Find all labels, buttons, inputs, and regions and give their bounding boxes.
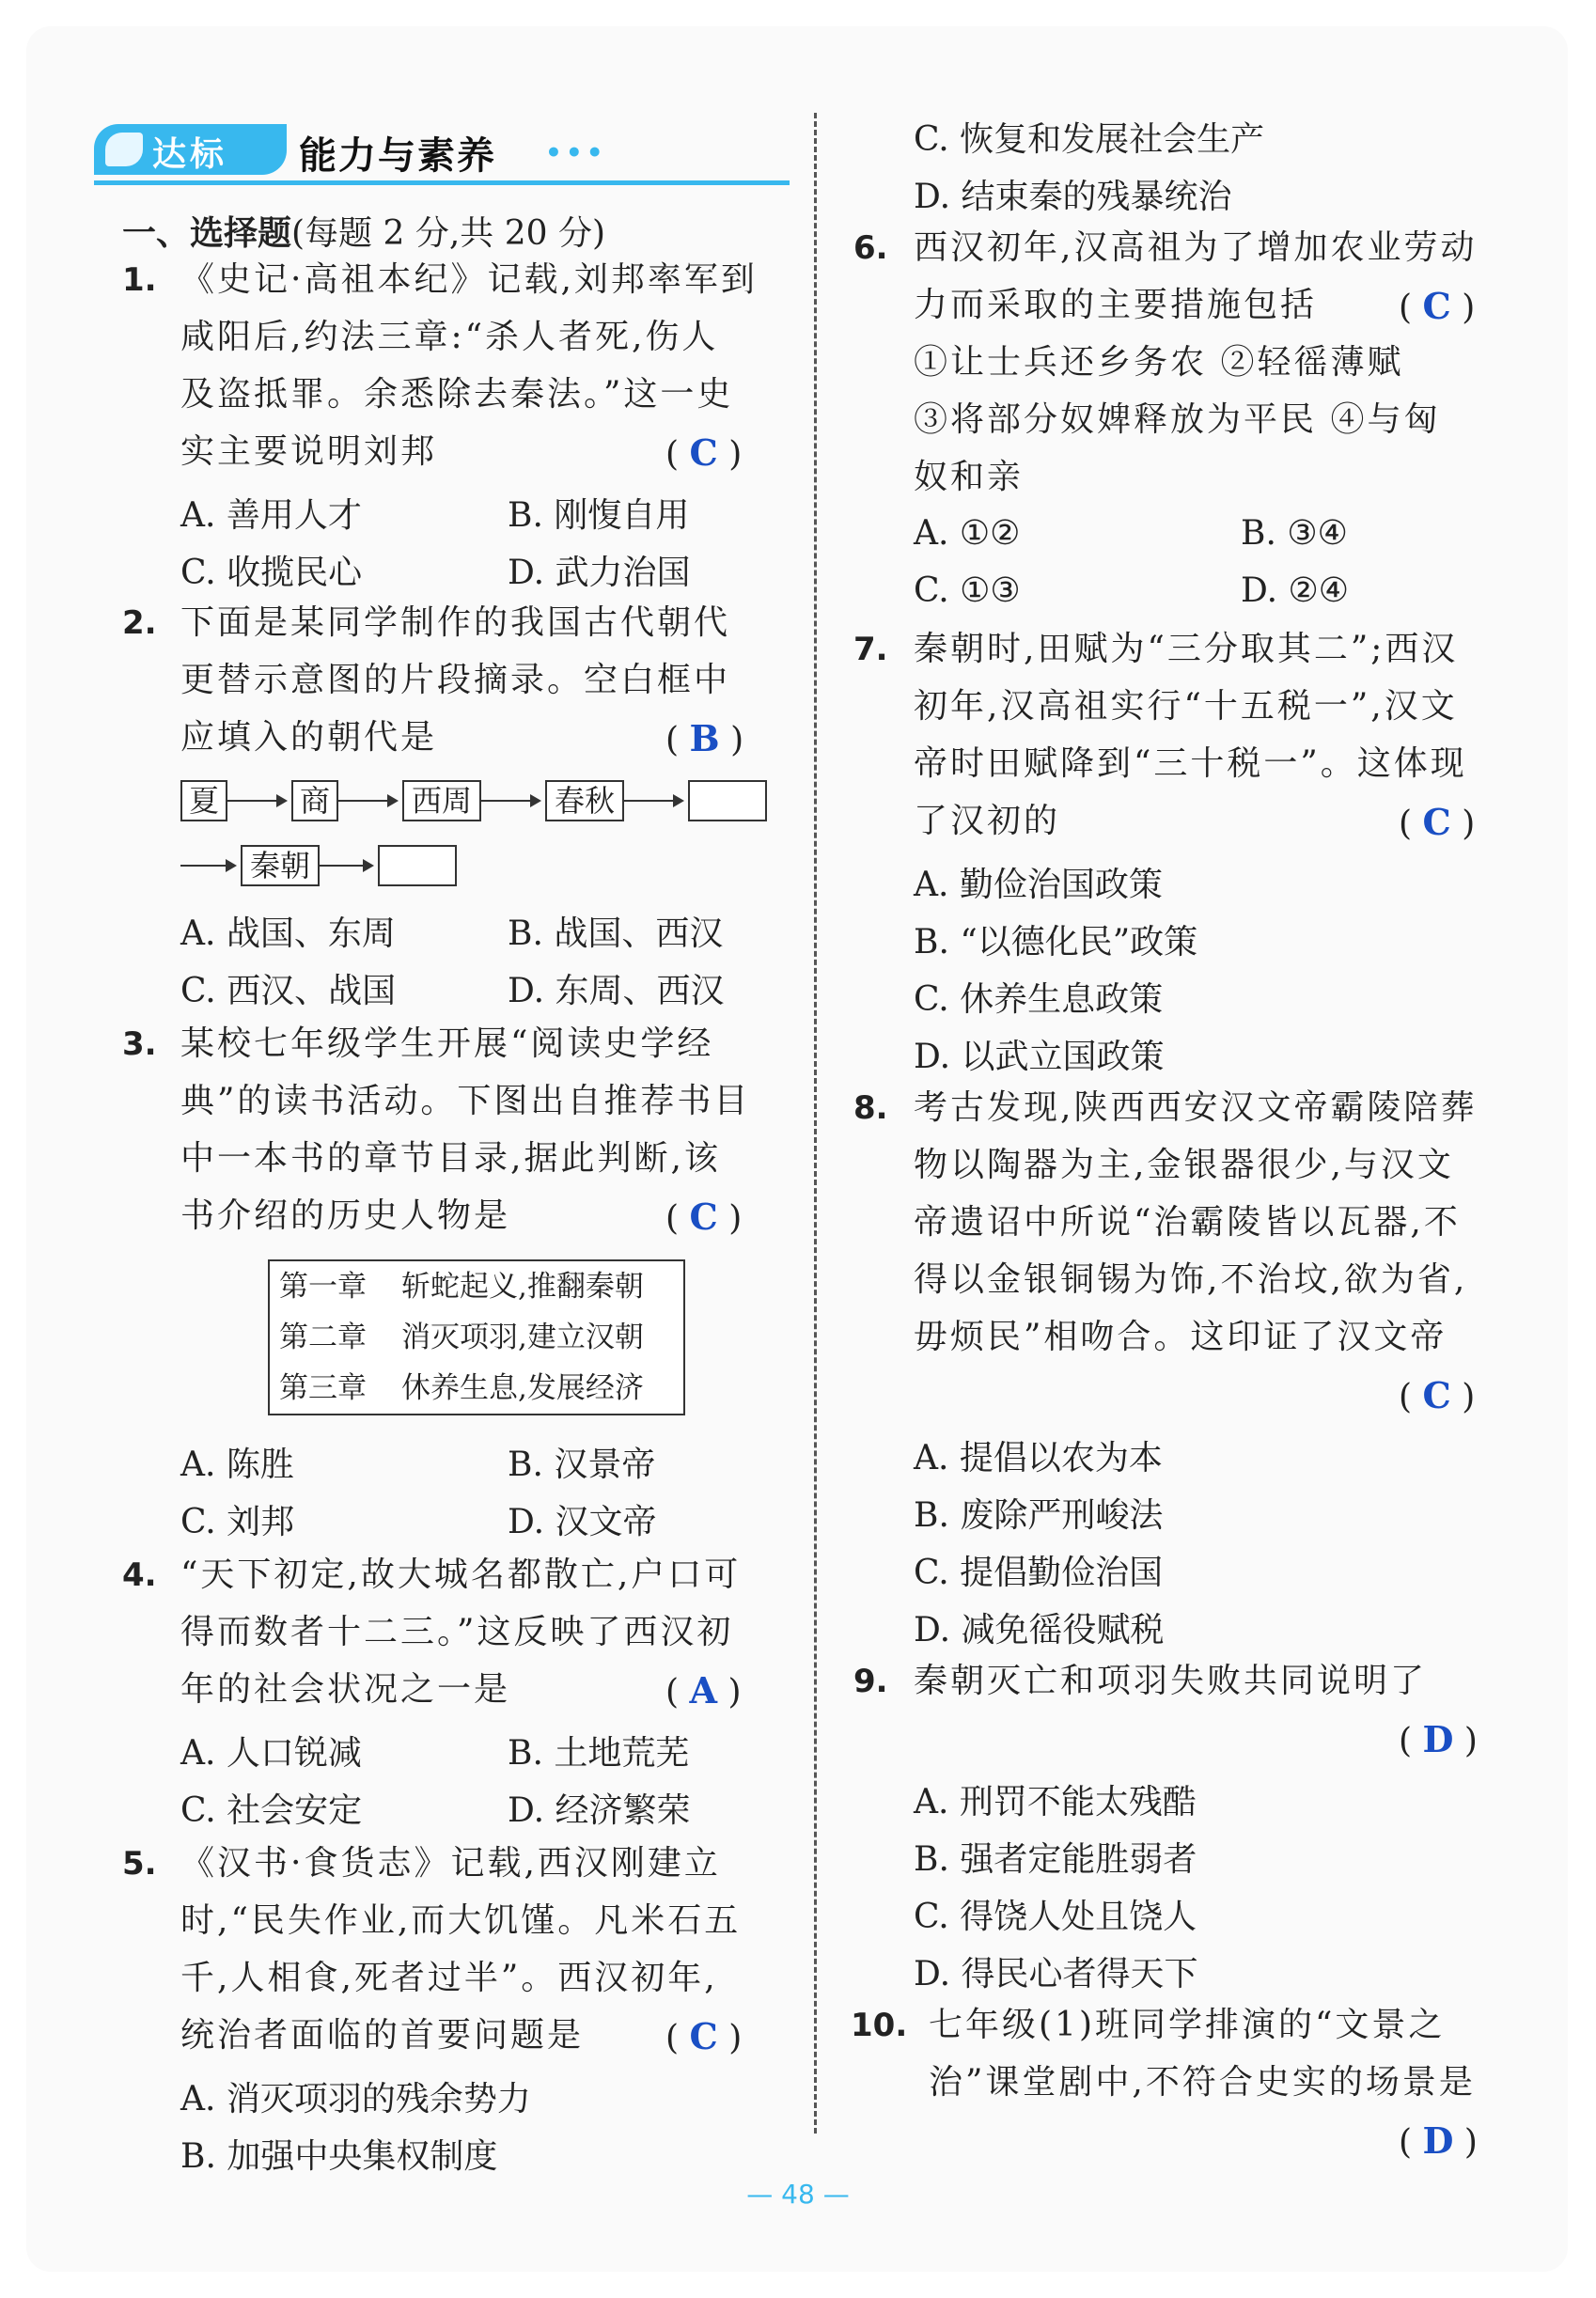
option: C. 提倡勤俭治国 [914,1554,1164,1592]
option: C. 休养生息政策 [914,980,1164,1019]
page-number: — 48 — [746,2179,850,2210]
option: A. 陈胜 [180,1446,294,1484]
section-badge [94,124,287,175]
question-number: 3. [122,1025,157,1063]
option: A. ①② [914,514,1021,553]
answer-bracket [665,717,743,759]
blank-box [688,780,767,821]
option: B. “以德化民”政策 [914,923,1198,961]
badge-label: 达标 [152,135,228,174]
option: D. 汉文帝 [508,1503,657,1541]
answer-mark: C [689,2015,718,2057]
answer-bracket [665,431,742,474]
question-type-title [122,207,605,255]
option: B. 强者定能胜弱者 [914,1840,1197,1879]
paren-close: ) [730,721,744,759]
question-text: 得以金银铜锡为饰,不治坟,欲为省, [914,1260,1468,1299]
paren-open: ( [1399,2123,1413,2162]
paren-open: ( [1399,1722,1413,1760]
question-number: 6. [853,229,888,267]
question-text: 考古发现,陕西西安汉文帝霸陵陪葬 [914,1088,1478,1127]
section-title: 一、选择题 [122,214,292,253]
option: A. 消灭项羽的残余势力 [180,2080,531,2118]
chapter-number: 第三章 [279,1371,367,1405]
answer-mark: D [1422,2119,1454,2162]
option: D. 东周、西汉 [508,972,725,1010]
paren-open: ( [665,721,680,759]
question-text: 年的社会状况之一是 [180,1670,511,1709]
badge-icon [105,133,143,166]
heading-dots-icon: ••• [545,137,607,168]
option: B. 汉景帝 [508,1446,656,1484]
question-text: 毋烦民”相吻合。这印证了汉文帝 [914,1318,1447,1356]
question-text: 西汉初年,汉高祖为了增加农业劳动 [914,228,1478,267]
arrow [180,865,235,867]
question-number: 9. [853,1663,888,1700]
chapter-title: 斩蛇起义,推翻秦朝 [401,1270,644,1304]
paren-open: ( [1399,1378,1413,1416]
paren-close: ) [728,2019,743,2057]
paren-close: ) [1462,805,1476,843]
question-number: 7. [853,631,888,668]
answer-bracket [1399,1374,1475,1416]
question-text: 中一本书的章节目录,据此判断,该 [180,1139,721,1178]
answer-mark: B [689,717,720,759]
option: C. ①③ [914,571,1021,610]
question-number: 8. [853,1089,888,1127]
option: C. 恢复和发展社会生产 [914,120,1265,159]
toc-row [270,1363,683,1414]
question-text: 得而数者十二三。”这反映了西汉初 [180,1613,734,1651]
section-note: (每题 2 分,共 20 分) [291,214,606,253]
question-number: 10. [851,2007,908,2044]
question-text: 时,“民失作业,而大饥馑。凡米石五 [180,1901,742,1940]
option: B. 刚愎自用 [508,496,690,535]
question-text: 更替示意图的片段摘录。空白框中 [180,661,731,699]
paren-close: ) [1462,1378,1476,1416]
question-text: 七年级(1)班同学排演的“文景之 [929,2006,1446,2044]
question-number: 5. [122,1845,157,1883]
column-divider [814,113,817,2134]
answer-mark: A [689,1669,717,1712]
section-heading: 能力与素养 [299,134,496,178]
option: B. 废除严刑峻法 [914,1496,1164,1535]
question-text: 下面是某同学制作的我国古代朝代 [180,603,731,642]
blank-box [378,845,457,886]
question-text: 治”课堂剧中,不符合史实的场景是 [929,2063,1476,2102]
question-text: 某校七年级学生开展“阅读史学经 [180,1024,714,1063]
option: B. 战国、西汉 [508,915,724,953]
paren-open: ( [1399,289,1413,327]
question-text: 秦朝时,田赋为“三分取其二”;西汉 [914,630,1459,668]
question-text: 实主要说明刘邦 [180,432,438,471]
option: D. 结束秦的残暴统治 [914,178,1232,216]
option: B. 土地荒芜 [508,1734,690,1773]
answer-mark: C [1422,1374,1451,1416]
chapter-title: 消灭项羽,建立汉朝 [401,1321,644,1354]
option: C. 社会安定 [180,1791,363,1830]
option: D. ②④ [1241,571,1350,610]
answer-bracket [665,1669,741,1712]
question-number: 1. [122,261,157,299]
question-text: 书介绍的历史人物是 [180,1196,511,1235]
question-text: 及盗抵罪。余悉除去秦法。”这一史 [180,375,734,414]
question-text: 物以陶器为主,金银器很少,与汉文 [914,1146,1454,1184]
paren-open: ( [665,2019,680,2057]
dynasty-box: 春秋 [545,780,624,821]
answer-bracket [665,1196,742,1238]
paren-open: ( [665,435,680,474]
option: D. 经济繁荣 [508,1791,691,1830]
paren-close: ) [1462,289,1476,327]
answer-mark: C [1422,801,1451,843]
option: D. 武力治国 [508,554,691,592]
paren-close: ) [1463,2123,1478,2162]
question-text: 帝遗诏中所说“治霸陵皆以瓦器,不 [914,1203,1461,1242]
paren-close: ) [728,435,743,474]
heading-underline [94,180,790,185]
answer-bracket [665,2015,742,2057]
question-text: 初年,汉高祖实行“十五税一”,汉文 [914,687,1458,726]
option: B. ③④ [1241,514,1348,553]
arrow [479,800,540,802]
answer-mark: C [689,431,718,474]
option: C. 西汉、战国 [180,972,397,1010]
toc-row [270,1261,683,1312]
option: C. 刘邦 [180,1503,295,1541]
arrow [226,800,286,802]
answer-bracket [1399,2119,1478,2162]
option: A. 提倡以农为本 [914,1439,1163,1477]
paren-open: ( [665,1199,680,1238]
question-text: 奴和亲 [914,458,1025,496]
dynasty-box: 商 [291,780,338,821]
paren-open: ( [1399,805,1413,843]
option: A. 人口锐减 [180,1734,362,1773]
question-number: 4. [122,1556,157,1594]
option: B. 加强中央集权制度 [180,2137,498,2176]
chapter-number: 第一章 [279,1270,367,1304]
answer-bracket [1399,285,1475,327]
answer-bracket [1399,1718,1478,1760]
paren-open: ( [665,1673,680,1712]
question-text: 了汉初的 [914,802,1061,840]
arrow [622,800,682,802]
question-text: 咸阳后,约法三章:“杀人者死,伤人 [180,318,719,356]
question-text: “天下初定,故大城名都散亡,户口可 [180,1555,742,1594]
question-text: 千,人相食,死者过半”。西汉初年, [180,1959,718,1997]
option: D. 得民心者得天下 [914,1955,1198,1993]
option: C. 收揽民心 [180,554,363,592]
answer-mark: D [1422,1718,1454,1760]
question-text: 帝时田赋降到“三十税一”。这体现 [914,744,1467,783]
paren-close: ) [1463,1722,1478,1760]
chapter-number: 第二章 [279,1321,367,1354]
question-text: 《汉书·食货志》记载,西汉刚建立 [180,1844,721,1883]
question-text: 应填入的朝代是 [180,718,438,757]
dynasty-box: 夏 [180,780,227,821]
option: A. 勤俭治国政策 [914,866,1163,904]
option: A. 善用人才 [180,496,362,535]
option: C. 得饶人处且饶人 [914,1898,1197,1936]
answer-bracket [1399,801,1475,843]
chapter-title: 休养生息,发展经济 [401,1371,644,1405]
answer-mark: C [689,1196,718,1238]
toc-row [270,1312,683,1363]
question-text: 统治者面临的首要问题是 [180,2016,585,2055]
question-text: 秦朝灭亡和项羽失败共同说明了 [914,1662,1428,1700]
question-number: 2. [122,604,157,642]
option: D. 以武立国政策 [914,1038,1165,1076]
answer-mark: C [1422,285,1451,327]
option: A. 战国、东周 [180,915,396,953]
question-text: 《史记·高祖本纪》记载,刘邦率军到 [180,260,758,299]
arrow [336,800,397,802]
dynasty-box: 西周 [402,780,481,821]
table-of-contents [268,1259,685,1415]
question-text: 典”的读书活动。下图出自推荐书目 [180,1082,751,1120]
question-text: ③将部分奴婢释放为平民 ④与匈 [914,400,1441,439]
question-text: 力而采取的主要措施包括 [914,286,1318,324]
option: D. 减免徭役赋税 [914,1611,1165,1649]
paren-close: ) [728,1673,742,1712]
dynasty-box: 秦朝 [241,845,320,886]
question-text: ①让士兵还乡务农 ②轻徭薄赋 [914,343,1404,382]
paren-close: ) [728,1199,743,1238]
arrow [318,865,372,867]
option: A. 刑罚不能太残酷 [914,1783,1197,1821]
